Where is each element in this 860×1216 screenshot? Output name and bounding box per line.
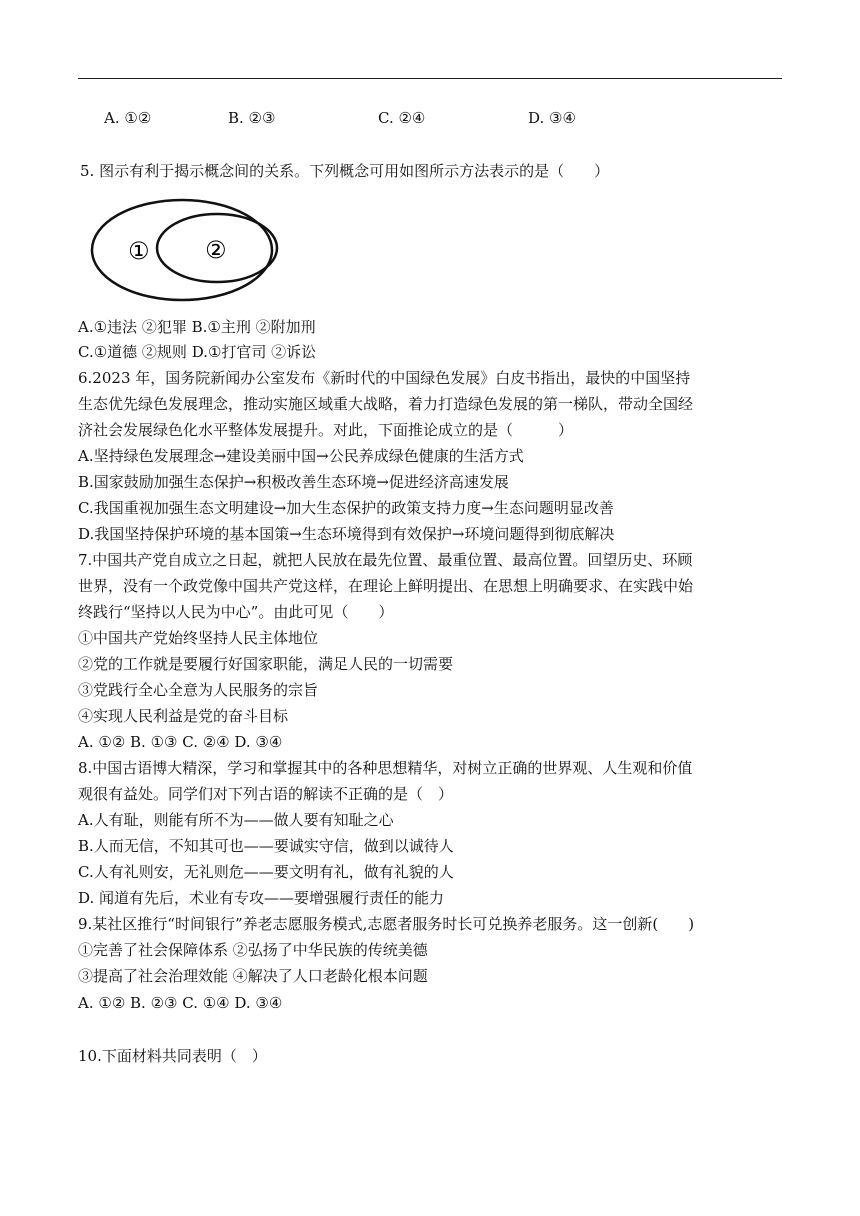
option-c: C. ②④ — [378, 109, 426, 127]
q5-options-cd: C.①道德 ②规则 D.①打官司 ②诉讼 — [78, 343, 317, 361]
option-d: D. ③④ — [528, 109, 576, 127]
q7-stem-line: 世界，没有一个政党像中国共产党这样，在理论上鲜明提出、在思想上明确要求、在实践中始 — [78, 577, 694, 595]
q6-option-d: D.我国坚持保护环境的基本国策→生态环境得到有效保护→环境问题得到彻底解决 — [78, 525, 615, 543]
q5-venn-diagram — [88, 196, 288, 310]
q9-items-row2: ③提高了社会治理效能 ④解决了人口老龄化根本问题 — [78, 967, 428, 985]
q7-stem-line: 7.中国共产党自成立之日起，就把人民放在最先位置、最重位置、最高位置。回望历史、环顾 — [78, 551, 693, 569]
q6-option-a: A.坚持绿色发展理念→建设美丽中国→公民养成绿色健康的生活方式 — [78, 447, 524, 465]
q7-item-2: ②党的工作就是要履行好国家职能，满足人民的一切需要 — [78, 655, 454, 673]
q5-options-ab: A.①违法 ②犯罪 B.①主刑 ②附加刑 — [78, 318, 316, 336]
q6-option-c: C.我国重视加强生态文明建设→加大生态保护的政策支持力度→生态问题明显改善 — [78, 499, 614, 517]
q6-option-b: B.国家鼓励加强生态保护→积极改善生态环境→促进经济高速发展 — [78, 473, 509, 491]
q7-options: A. ①② B. ①③ C. ②④ D. ③④ — [78, 733, 283, 751]
q7-stem-line: 终践行“坚持以人民为中心”。由此可见（ ） — [78, 603, 394, 621]
label-inner: ② — [205, 236, 227, 264]
q8-option-c: C.人有礼则安，无礼则危——要文明有礼，做有礼貌的人 — [78, 863, 454, 881]
q10-stem: 10.下面材料共同表明（ ） — [78, 1047, 267, 1065]
q5-stem: 5. 图示有利于揭示概念间的关系。下列概念可用如图所示方法表示的是（ ） — [80, 162, 610, 180]
q7-item-1: ①中国共产党始终坚持人民主体地位 — [78, 629, 319, 647]
q7-item-3: ③党践行全心全意为人民服务的宗旨 — [78, 681, 319, 699]
q8-stem-line: 8.中国古语博大精深，学习和掌握其中的各种思想精华，对树立正确的世界观、人生观和价值 — [78, 759, 693, 777]
q9-items-row1: ①完善了社会保障体系 ②弘扬了中华民族的传统美德 — [78, 941, 428, 959]
outer-ellipse — [92, 200, 272, 300]
label-outer: ① — [128, 237, 150, 265]
q9-options: A. ①② B. ②③ C. ①④ D. ③④ — [78, 994, 283, 1012]
option-b: B. ②③ — [228, 109, 276, 127]
q8-stem-line: 观很有益处。同学们对下列古语的解读不正确的是（ ） — [78, 785, 454, 803]
q8-option-a: A.人有耻，则能有所不为——做人要有知耻之心 — [78, 811, 394, 829]
q4-options — [104, 108, 704, 128]
q9-stem: 9.某社区推行“时间银行”养老志愿服务模式,志愿者服务时长可兑换养老服务。这一创新( ) — [78, 915, 695, 933]
q6-stem-line: 生态优先绿色发展理念，推动实施区域重大战略，着力打造绿色发展的第一梯队，带动全国经 — [78, 395, 694, 413]
q6-stem-line: 济社会发展绿色化水平整体发展提升。对此，下面推论成立的是（ ） — [78, 421, 574, 439]
q7-item-4: ④实现人民利益是党的奋斗目标 — [78, 707, 289, 725]
option-a: A. ①② — [104, 109, 152, 127]
header-rule — [78, 78, 782, 79]
q6-stem-line: 6.2023 年，国务院新闻办公室发布《新时代的中国绿色发展》白皮书指出，最快的中国坚持 — [78, 369, 691, 387]
q8-option-d: D. 闻道有先后，术业有专攻——要增强履行责任的能力 — [78, 889, 445, 907]
q8-option-b: B.人而无信，不知其可也——要诚实守信，做到以诚待人 — [78, 837, 454, 855]
